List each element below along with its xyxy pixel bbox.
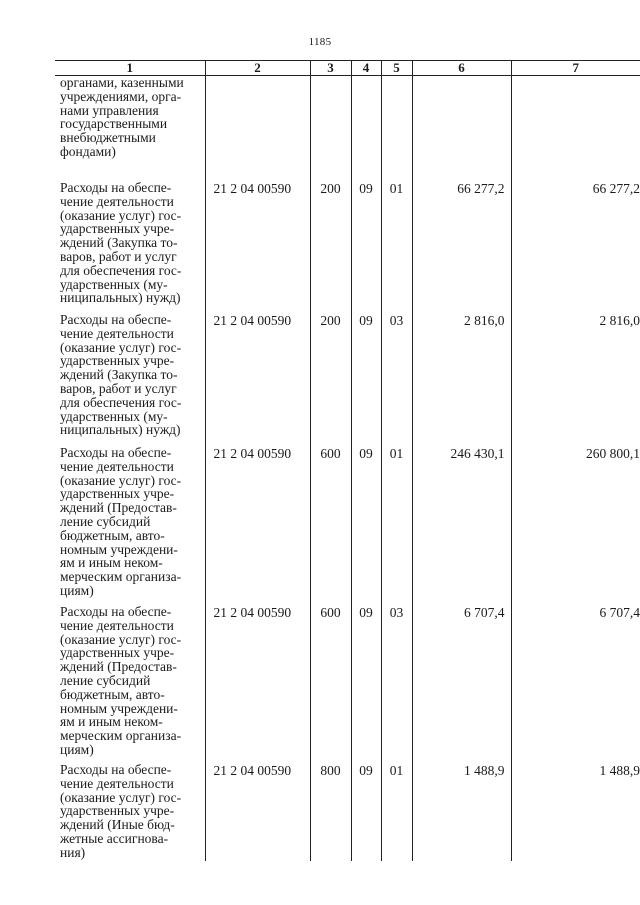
expense-name-line: государственными [60,116,168,132]
subsection-cell: 01 [381,444,412,603]
amount-cell-year2: 1 488,9 [511,761,640,861]
target-code-cell: 21 2 04 00590 [205,444,310,603]
expense-name-line: (оказание услуг) гос- [60,207,182,223]
expense-name-line: номным учреждени- [60,700,178,716]
expense-name-cell [55,603,205,761]
table-row [55,311,640,444]
subsection-cell: 01 [381,179,412,311]
expense-name-line: ударственных учре- [60,486,175,502]
expense-name-line: (оказание услуг) гос- [60,472,182,488]
column-header-1: 1 [55,61,205,76]
expense-name-cell [55,76,205,180]
expense-name-line: ударственных учре- [60,803,175,819]
expense-name-line: Расходы на обеспе- [60,604,172,619]
amount-cell-year2: 6 707,4 [511,603,640,761]
expense-name-cell [55,761,205,861]
expense-name-line: ударственных (му- [60,276,168,292]
expense-name-line: ударственных учре- [60,645,175,661]
expense-name-line: для обеспечения гос- [60,394,182,410]
expense-name-line: для обеспечения гос- [60,262,182,278]
table-row [55,444,640,603]
budget-table [55,60,640,861]
amount-cell-year2: 260 800,1 [511,444,640,603]
expense-name-line: ждений (Предостав- [60,659,177,675]
target-code-cell: 21 2 04 00590 [205,603,310,761]
expense-name-line: Расходы на обеспе- [60,762,172,777]
expense-name-line: ниципальных) нужд) [60,422,181,438]
amount-cell-year1: 66 277,2 [412,179,511,311]
target-code-cell: 21 2 04 00590 [205,179,310,311]
table-row [55,603,640,761]
expense-type-cell: 600 [310,603,351,761]
expense-name-line: фондами) [60,143,116,159]
expense-name-cell [55,311,205,444]
table-header-row [55,61,640,76]
amount-cell-year2 [511,76,640,180]
expense-name-line: (оказание услуг) гос- [60,631,182,647]
expense-name-line: циям) [60,582,94,598]
column-header-6: 6 [412,61,511,76]
amount-cell-year1: 246 430,1 [412,444,511,603]
subsection-cell [381,76,412,180]
table-row [55,76,640,180]
expense-name-line: бюджетным, авто- [60,686,165,702]
expense-type-cell: 800 [310,761,351,861]
target-code-cell: 21 2 04 00590 [205,311,310,444]
expense-name-line: Расходы на обеспе- [60,180,172,195]
amount-cell-year1: 6 707,4 [412,603,511,761]
expense-type-cell: 200 [310,311,351,444]
expense-name-line: чение деятельности [60,617,174,633]
expense-name-line: бюджетным, авто- [60,527,165,543]
column-header-5: 5 [381,61,412,76]
amount-cell-year1 [412,76,511,180]
expense-name-line: варов, работ и услуг [60,248,177,264]
expense-name-cell [55,444,205,603]
section-cell: 09 [351,311,381,444]
expense-name-line: органами, казенными [60,75,184,90]
expense-name-line: циям) [60,741,94,757]
expense-name-line: ния) [60,844,86,860]
expense-name-line: ление субсидий [60,513,151,529]
column-header-3: 3 [310,61,351,76]
expense-name-line: ударственных учре- [60,353,175,369]
section-cell: 09 [351,761,381,861]
amount-cell-year2: 2 816,0 [511,311,640,444]
section-cell: 09 [351,603,381,761]
amount-cell-year2: 66 277,2 [511,179,640,311]
expense-type-cell: 200 [310,179,351,311]
expense-name-line: ударственных учре- [60,221,175,237]
expense-name-line: ударственных (му- [60,408,168,424]
table-row [55,179,640,311]
expense-name-line: мерческим организа- [60,569,182,585]
expense-name-line: ям и иным неком- [60,714,163,730]
expense-name-line: чение деятельности [60,325,174,341]
column-header-2: 2 [205,61,310,76]
expense-name-line: номным учреждени- [60,541,178,557]
table-row [55,761,640,861]
expense-name-line: ниципальных) нужд) [60,290,181,306]
expense-name-line: жетные ассигнова- [60,830,169,846]
subsection-cell: 01 [381,761,412,861]
subsection-cell: 03 [381,311,412,444]
amount-cell-year1: 1 488,9 [412,761,511,861]
expense-name-line: ление субсидий [60,672,151,688]
expense-name-line: варов, работ и услуг [60,380,177,396]
section-cell: 09 [351,444,381,603]
column-header-4: 4 [351,61,381,76]
target-code-cell: 21 2 04 00590 [205,761,310,861]
column-header-7: 7 [511,61,640,76]
expense-type-cell: 600 [310,444,351,603]
section-cell: 09 [351,179,381,311]
amount-cell-year1: 2 816,0 [412,311,511,444]
expense-name-line: ждений (Закупка то- [60,235,178,251]
expense-name-line: чение деятельности [60,775,174,791]
target-code-cell [205,76,310,180]
expense-name-line: ям и иным неком- [60,555,163,571]
expense-name-line: внебюджетными [60,130,156,146]
expense-name-line: (оказание услуг) гос- [60,789,182,805]
expense-name-cell [55,179,205,311]
expense-name-line: (оказание услуг) гос- [60,339,182,355]
expense-name-line: мерческим организа- [60,728,182,744]
section-cell [351,76,381,180]
expense-type-cell [310,76,351,180]
expense-name-line: ждений (Предостав- [60,500,177,516]
expense-name-line: чение деятельности [60,458,174,474]
expense-name-line: Расходы на обеспе- [60,312,172,327]
expense-name-line: ждений (Закупка то- [60,367,178,383]
expense-name-line: чение деятельности [60,193,174,209]
expense-name-line: учреждениями, орга- [60,88,182,104]
expense-name-line: Расходы на обеспе- [60,445,172,460]
subsection-cell: 03 [381,603,412,761]
budget-table-container [55,60,640,860]
expense-name-line: нами управления [60,102,159,118]
expense-name-line: ждений (Иные бюд- [60,817,175,833]
page-number: 1185 [308,36,332,48]
